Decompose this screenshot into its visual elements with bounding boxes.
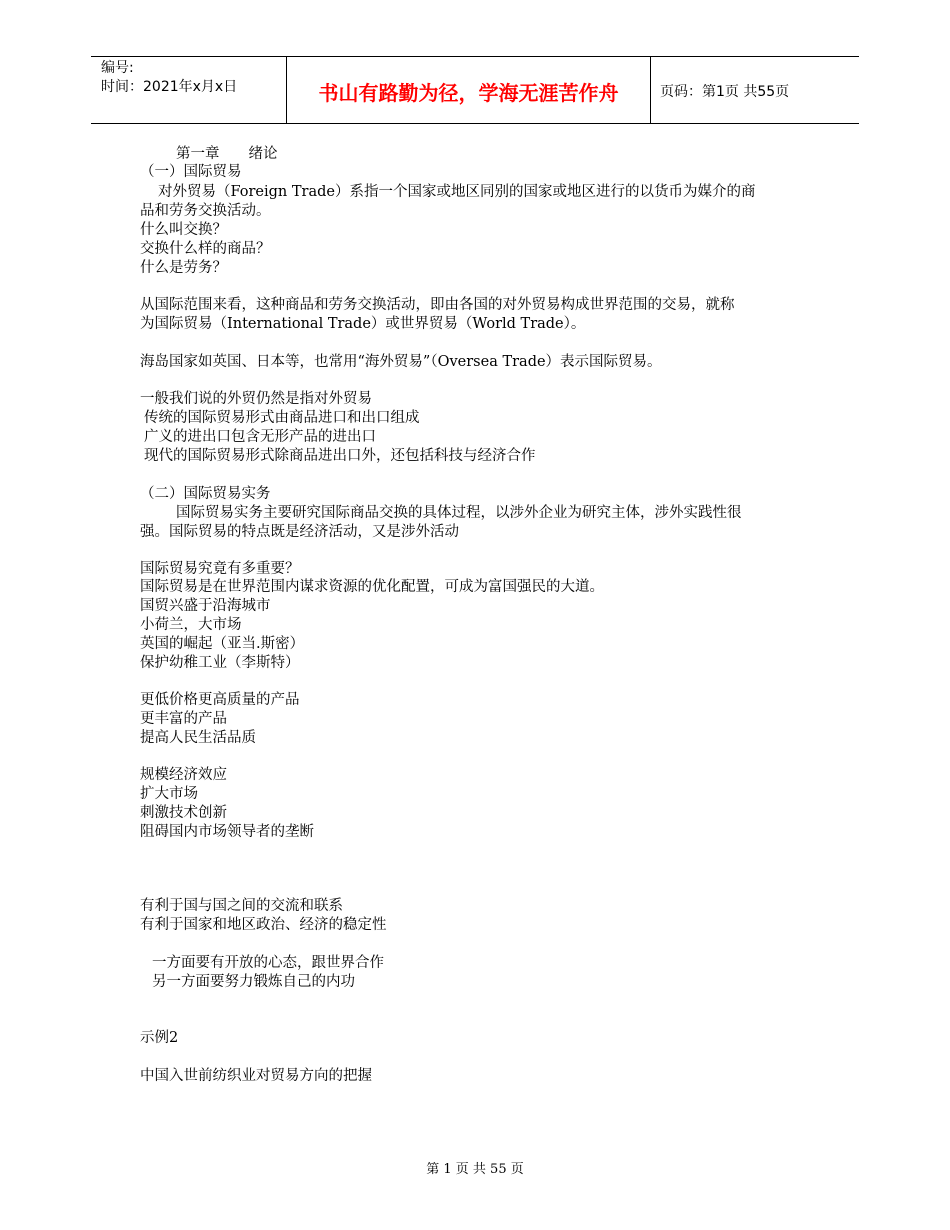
header-page-info: 页码：第1页 共55页 [660, 84, 790, 100]
page-footer: 第 1 页 共 55 页 [426, 1162, 524, 1177]
date-label: 时间：2021年x月x日 [101, 79, 238, 95]
definition-line-1: 对外贸易（Foreign Trade）系指一个国家或地区同别的国家或地区进行的以货币为媒介的商 [158, 184, 756, 200]
header-meta-cell [91, 57, 286, 123]
open-line-2: 另一方面要努力锻炼自己的内功 [152, 974, 355, 990]
economy-line-2: 扩大市场 [140, 786, 198, 802]
broad-trade-line: 广义的进出口包含无形产品的进出口 [144, 429, 376, 445]
header-motto-cell [286, 57, 651, 123]
example-label: 示例2 [140, 1030, 179, 1046]
header-page-cell [650, 57, 859, 123]
relation-line-2: 有利于国家和地区政治、经济的稳定性 [140, 917, 387, 933]
intl-trade-line-1: 从国际范围来看，这种商品和劳务交换活动，即由各国的对外贸易构成世界范围的交易，就称 [140, 297, 735, 313]
question-goods: 交换什么样的商品？ [140, 241, 271, 257]
serial-label: 编号: [101, 60, 134, 76]
question-exchange: 什么叫交换？ [140, 222, 227, 238]
benefit-line-1: 更低价格更高质量的产品 [140, 692, 300, 708]
practice-line-1: 国际贸易实务主要研究国际商品交换的具体过程，以涉外企业为研究主体，涉外实践性很 [176, 505, 742, 521]
relation-line-1: 有利于国与国之间的交流和联系 [140, 898, 343, 914]
coastal-line: 国贸兴盛于沿海城市 [140, 598, 271, 614]
chapter-title: 第一章 绪论 [176, 146, 278, 162]
section1-title: （一）国际贸易 [140, 164, 242, 180]
economy-line-1: 规模经济效应 [140, 767, 227, 783]
intl-trade-line-2: 为国际贸易（International Trade）或世界贸易（World Trade）。 [140, 316, 586, 332]
importance-answer: 国际贸易是在世界范围内谋求资源的优化配置，可成为富国强民的大道。 [140, 579, 604, 595]
importance-question: 国际贸易究竟有多重要？ [140, 561, 300, 577]
britain-line: 英国的崛起（亚当.斯密） [140, 636, 305, 652]
section2-title: （二）国际贸易实务 [140, 486, 271, 502]
question-services: 什么是劳务？ [140, 260, 227, 276]
open-line-1: 一方面要有开放的心态，跟世界合作 [152, 955, 384, 971]
page-header [91, 56, 859, 124]
economy-line-4: 阻碍国内市场领导者的垄断 [140, 824, 314, 840]
header-motto: 书山有路勤为径，学海无涯苦作舟 [318, 81, 619, 105]
definition-line-2: 品和劳务交换活动。 [140, 203, 271, 219]
economy-line-3: 刺激技术创新 [140, 805, 227, 821]
protect-line: 保护幼稚工业（李斯特） [140, 655, 300, 671]
benefit-line-2: 更丰富的产品 [140, 711, 227, 727]
oversea-trade-line: 海岛国家如英国、日本等，也常用“海外贸易”（Oversea Trade）表示国际贸易。 [140, 354, 662, 370]
general-trade-line: 一般我们说的外贸仍然是指对外贸易 [140, 391, 372, 407]
practice-line-2: 强。国际贸易的特点既是经济活动，又是涉外活动 [140, 524, 459, 540]
traditional-trade-line: 传统的国际贸易形式由商品进口和出口组成 [144, 410, 420, 426]
example-title: 中国入世前纺织业对贸易方向的把握 [140, 1068, 372, 1084]
holland-line: 小荷兰，大市场 [140, 617, 242, 633]
benefit-line-3: 提高人民生活品质 [140, 730, 256, 746]
modern-trade-line: 现代的国际贸易形式除商品进出口外，还包括科技与经济合作 [144, 448, 536, 464]
